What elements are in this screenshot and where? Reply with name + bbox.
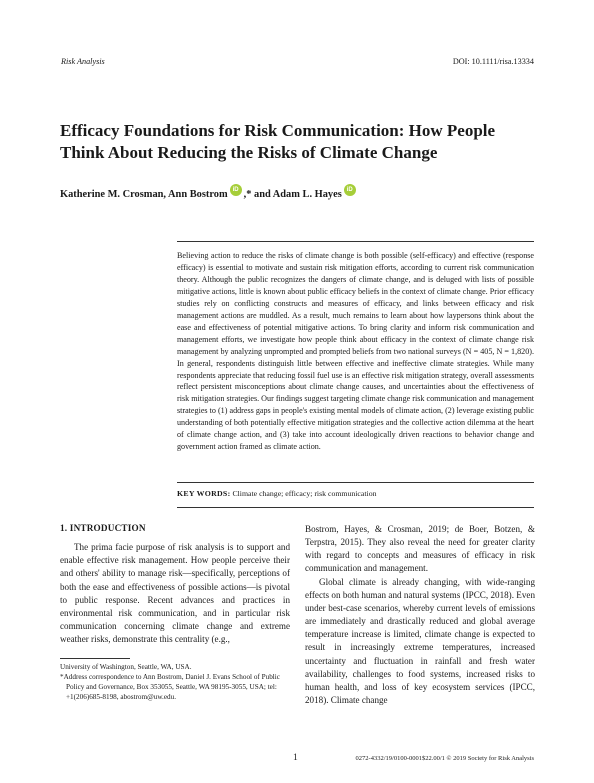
copyright-line: 0272-4332/19/0100-0001$22.00/1 © 2019 Society for Risk Analysis (355, 755, 534, 762)
right-column (305, 523, 535, 707)
authors-part-1: Katherine M. Crosman, Ann Bostrom (60, 188, 228, 200)
footnote-rule (60, 658, 130, 659)
footnotes (60, 662, 300, 702)
keywords-bottom-rule (177, 507, 534, 508)
page-number: 1 (293, 753, 298, 763)
affiliation-note: University of Washington, Seattle, WA, USA. (60, 663, 192, 671)
body-paragraph: Global climate is already changing, with wide-ranging effects on both human and natural systems (IPCC, 2018). Even under best-case scenarios, whereby current levels of emissions are immediately and drastically reduced and global average temperature increase is limited, climate change is expected to result in increasingly extreme temperatures, increased uncertainty and fluctuation in rainfall and fresh water availability, challenges to food systems, increased risks to human health, and loss of key ecosystem services (IPCC, 2018). Climate change (305, 576, 535, 706)
keywords-text: Climate change; efficacy; risk communication (232, 489, 377, 498)
orcid-icon[interactable]: iD (344, 184, 356, 196)
abstract-text: Believing action to reduce the risks of climate change is both possible (self-efficacy) and effective (response efficacy) is essential to motivate and sustain risk mitigation efforts, according to current risk communication theory. Although the public recognizes the dangers of climate change, and is deluged with lists of possible mitigative actions, little is known about public efficacy beliefs in the context of climate change. Prior efficacy studies rely on conflicting constructs and measures of efficacy, and links between efficacy and risk management actions are muddled. As a result, much remains to learn about how laypersons think about the ease and effectiveness of potential mitigative actions. To bring clarity and inform risk communication and management efforts, we investigate how people think about efficacy in the context of climate change risk management by analyzing unprompted and prompted beliefs from two national surveys (N = 405, N = 1,820). In general, respondents distinguish little between effective and ineffective climate strategies. While many respondents appreciate that reducing fossil fuel use is an effective risk mitigation strategy, overall assessments reflect persistent misconceptions about climate change causes, and uncertainties about the effectiveness of risk mitigation strategies. Our findings suggest targeting climate change risk communication and management strategies to (1) address gaps in people's existing mental models of climate action, (2) leverage existing public understanding of both potentially effective mitigation strategies and the collective action dilemma at the heart of climate change action, and (3) take into account ideologically driven reactions to behavior change and government action framed as climate action. (177, 251, 534, 452)
keywords-label: KEY WORDS: (177, 489, 231, 498)
abstract-top-rule (177, 241, 534, 242)
left-column (60, 522, 290, 646)
keywords-top-rule (177, 482, 534, 483)
keywords-line (177, 489, 534, 498)
orcid-icon[interactable]: iD (230, 184, 242, 196)
section-heading: 1. INTRODUCTION (60, 523, 146, 533)
journal-name: Risk Analysis (61, 57, 105, 66)
article-title: Efficacy Foundations for Risk Communication: How People Think About Reducing the Risks of Climate Change (60, 121, 496, 162)
author-list (60, 188, 358, 200)
correspondence-note: *Address correspondence to Ann Bostrom, Daniel J. Evans School of Public Policy and Governance, Box 353055, Seattle, WA 98195-3055, USA; tel: +1(206)685-8198, abostrom@uw.edu. (60, 673, 280, 702)
body-paragraph: Bostrom, Hayes, & Crosman, 2019; de Boer, Botzen, & Terpstra, 2015). They also reveal the need for greater clarity with regard to concepts and measures of efficacy in risk communication and management. (305, 524, 535, 574)
doi-label[interactable]: DOI: 10.1111/risa.13334 (452, 57, 534, 66)
authors-part-2: ,* and Adam L. Hayes (243, 188, 342, 200)
body-paragraph: The prima facie purpose of risk analysis is to support and enable effective risk management. How people perceive their and others' ability to manage risk—specifically, perceptions of both the ease and effectiveness of possible actions—is pivotal to public response. Recent advances and practices in environmental risk communication, and in particular risk communication concerning climate change and extreme weather risks, demonstrate this centrality (e.g., (60, 542, 290, 645)
